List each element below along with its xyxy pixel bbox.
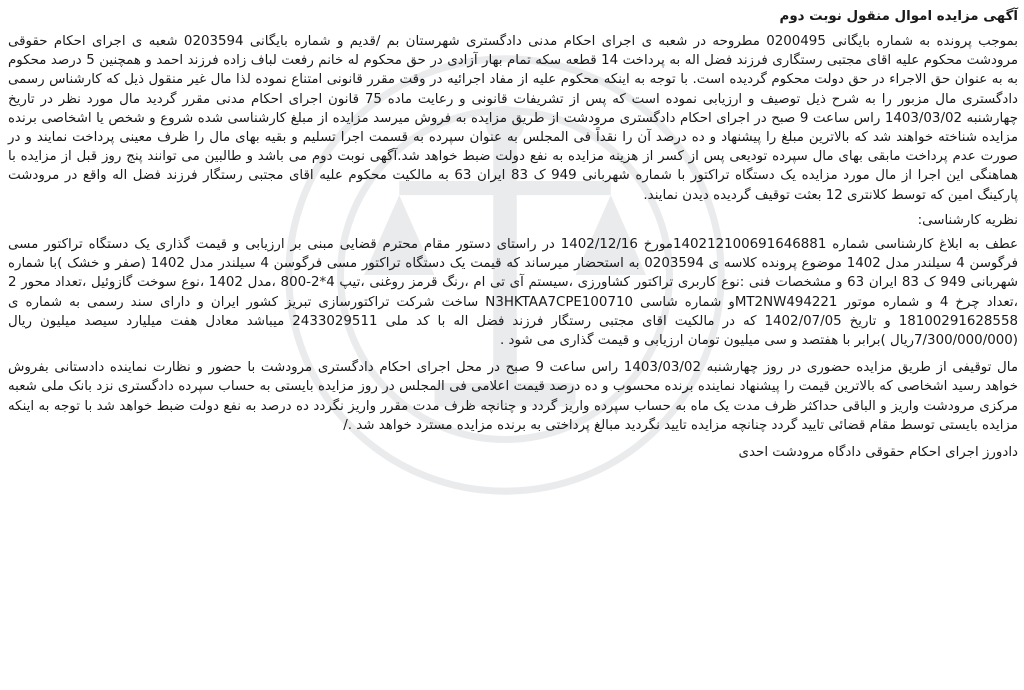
expert-opinion-paragraph: عطف به ابلاغ کارشناسی شماره 140212100691646881مورخ 1402/12/16 در راستای دستور مقام محترم قضایی مبنی بر ارزیابی و قیمت گذاری یک دستگاه تراکتور مسی فرگوسن 4 سیلندر مدل 1402 موضوع پرونده کلاسه ی 0203594 به استحضار میرساند که قیمت یک دستگاه تراکتور مسی فرگوسن 4 سیلندر مدل 1402 (صفر و خشک )با شماره شهربانی 949 ک 83 ایران 63 و مشخصات فنی :نوع کاربری تراکتور کشاورزی ،سیستم آی تی ام ،رنگ قرمز روغنی ،تیپ 4*2-800 ،مدل 1402 ،نوع سوخت گازوئیل ،تعداد محور 2 ،تعداد چرخ 4 و شماره موتور MT2NW494221و شماره شاسی N3HKTAA7CPE100710 ساخت شرکت تراکتورسازی تبریز کشور ایران و دارای سند رسمی به شماره ی 18100291628558 و تاریخ 1402/07/05 که در مالکیت اقای مجتبی رستگار فرزند فضل اله با کد ملی 2433029511 میباشد معادل هفت میلیارد سیصد میلیون ریال (7/300/000/000ریال )برابر با هفتصد و سی میلیون تومان ارزیابی و قیمت گذاری می شود . (8, 237, 1019, 349)
signature-line: دادورز اجرای احکام حقوقی دادگاه مرودشت احدی (738, 445, 1018, 461)
paragraph-spacer (8, 350, 1018, 358)
auction-terms-paragraph: مال توقیفی از طریق مزایده حضوری در روز چهارشنبه 1403/03/02 راس ساعت 9 صبح در محل اجرای احکام دادگستری مرودشت با حضور و نظارت نماینده دادستانی بفروش خواهد رسید اشخاصی که بالاترین قیمت را پیشنهاد نماینده برنده محسوب و ده درصد قیمت اعلامی فی المجلس در روز مزایده بایستی به حساب سپرده دادگستری نزد بانک ملی شعبه مرکزی مرودشت واریز و الباقی حداکثر ظرف مدت یک ماه به حساب سپرده واریز گردد و چنانچه ظرف مدت مقرر واریز نگردد ده درصد به نفع دولت ضبط خواهد شد با توجه به اینکه مزایده بایستی توسط مقام قضائی تایید گردد چنانچه مزایده تایید نگردید مبالغ پرداختی به برنده مزایده مسترد خواهد شد ./ (8, 360, 1018, 433)
expert-opinion-heading: نظریه کارشناسی: (917, 212, 1018, 228)
notice-title: آگهی مزایده اموال منقول نوبت دوم (779, 9, 1018, 24)
notice-body-paragraph: بموجب پرونده به شماره بایگانی 0200495 مطروحه در شعبه ی اجرای احکام مدنی دادگستری شهرستان بم /قدیم و شماره بایگانی 0203594 شعبه ی اجرای احکام حقوقی مرودشت محکوم علیه اقای مجتبی رستگاری فرزند فضل اله به پرداخت 14 قطعه سکه تمام بهار آزادی در حق محکوم له خانم رفعت لباف زاده فرزند احمد و همچنین 5 درصد محکوم به به عنوان حق الاجراء در حق دولت محکوم گردیده است. با توجه به اینکه محکوم علیه از مفاد اجرائیه در وقت مقرر قانونی امتناع نموده لذا مال غیر منقول ذیل که کارشناس رسمی دادگستری مال مزبور را به شرح ذیل توصیف و ارزیابی نموده است که پس از تشریفات قانونی و رعایت ماده 75 قانون اجرای احکام مدنی مقرر گردید مال مورد نظر در تاریخ چهارشنبه 1403/03/02 راس ساعت 9 صبح در اجرای احکام دادگستری مرودشت از طریق مزایده به فروش میرسد مزایده از مبلغ کارشناسی شده شروع و شخص یا اشخاصی برنده مزایده شناخته خواهند شد که بالاترین مبلغ را پیشنهاد و ده درصد آن را نقداً فی المجلس به عنوان سپرده به قسمت اجرا تسلیم و بقیه بهای مال را ظرف معینی پرداخت نمایند و در صورت عدم پرداخت مابقی بهای مال سپرده تودیعی پس از کسر از هزینه مزایده به نفع دولت ضبط خواهد شد.آگهی نوبت دوم می باشد و طالبین می توانند پنج روز قبل از مزایده با هماهنگی این اجرا از مال مورد مزایده یک دستگاه تراکتور با شماره شهربانی 949 ک 83 ایران 63 به مالکیت محکوم علیه اقای مجتبی رستگار فرزند فضل اله واقع در مرودشت پارکینگ امین که توسط کلانتری 12 بعثت توقیف گردیده دیدن نمایند. (8, 34, 1019, 203)
